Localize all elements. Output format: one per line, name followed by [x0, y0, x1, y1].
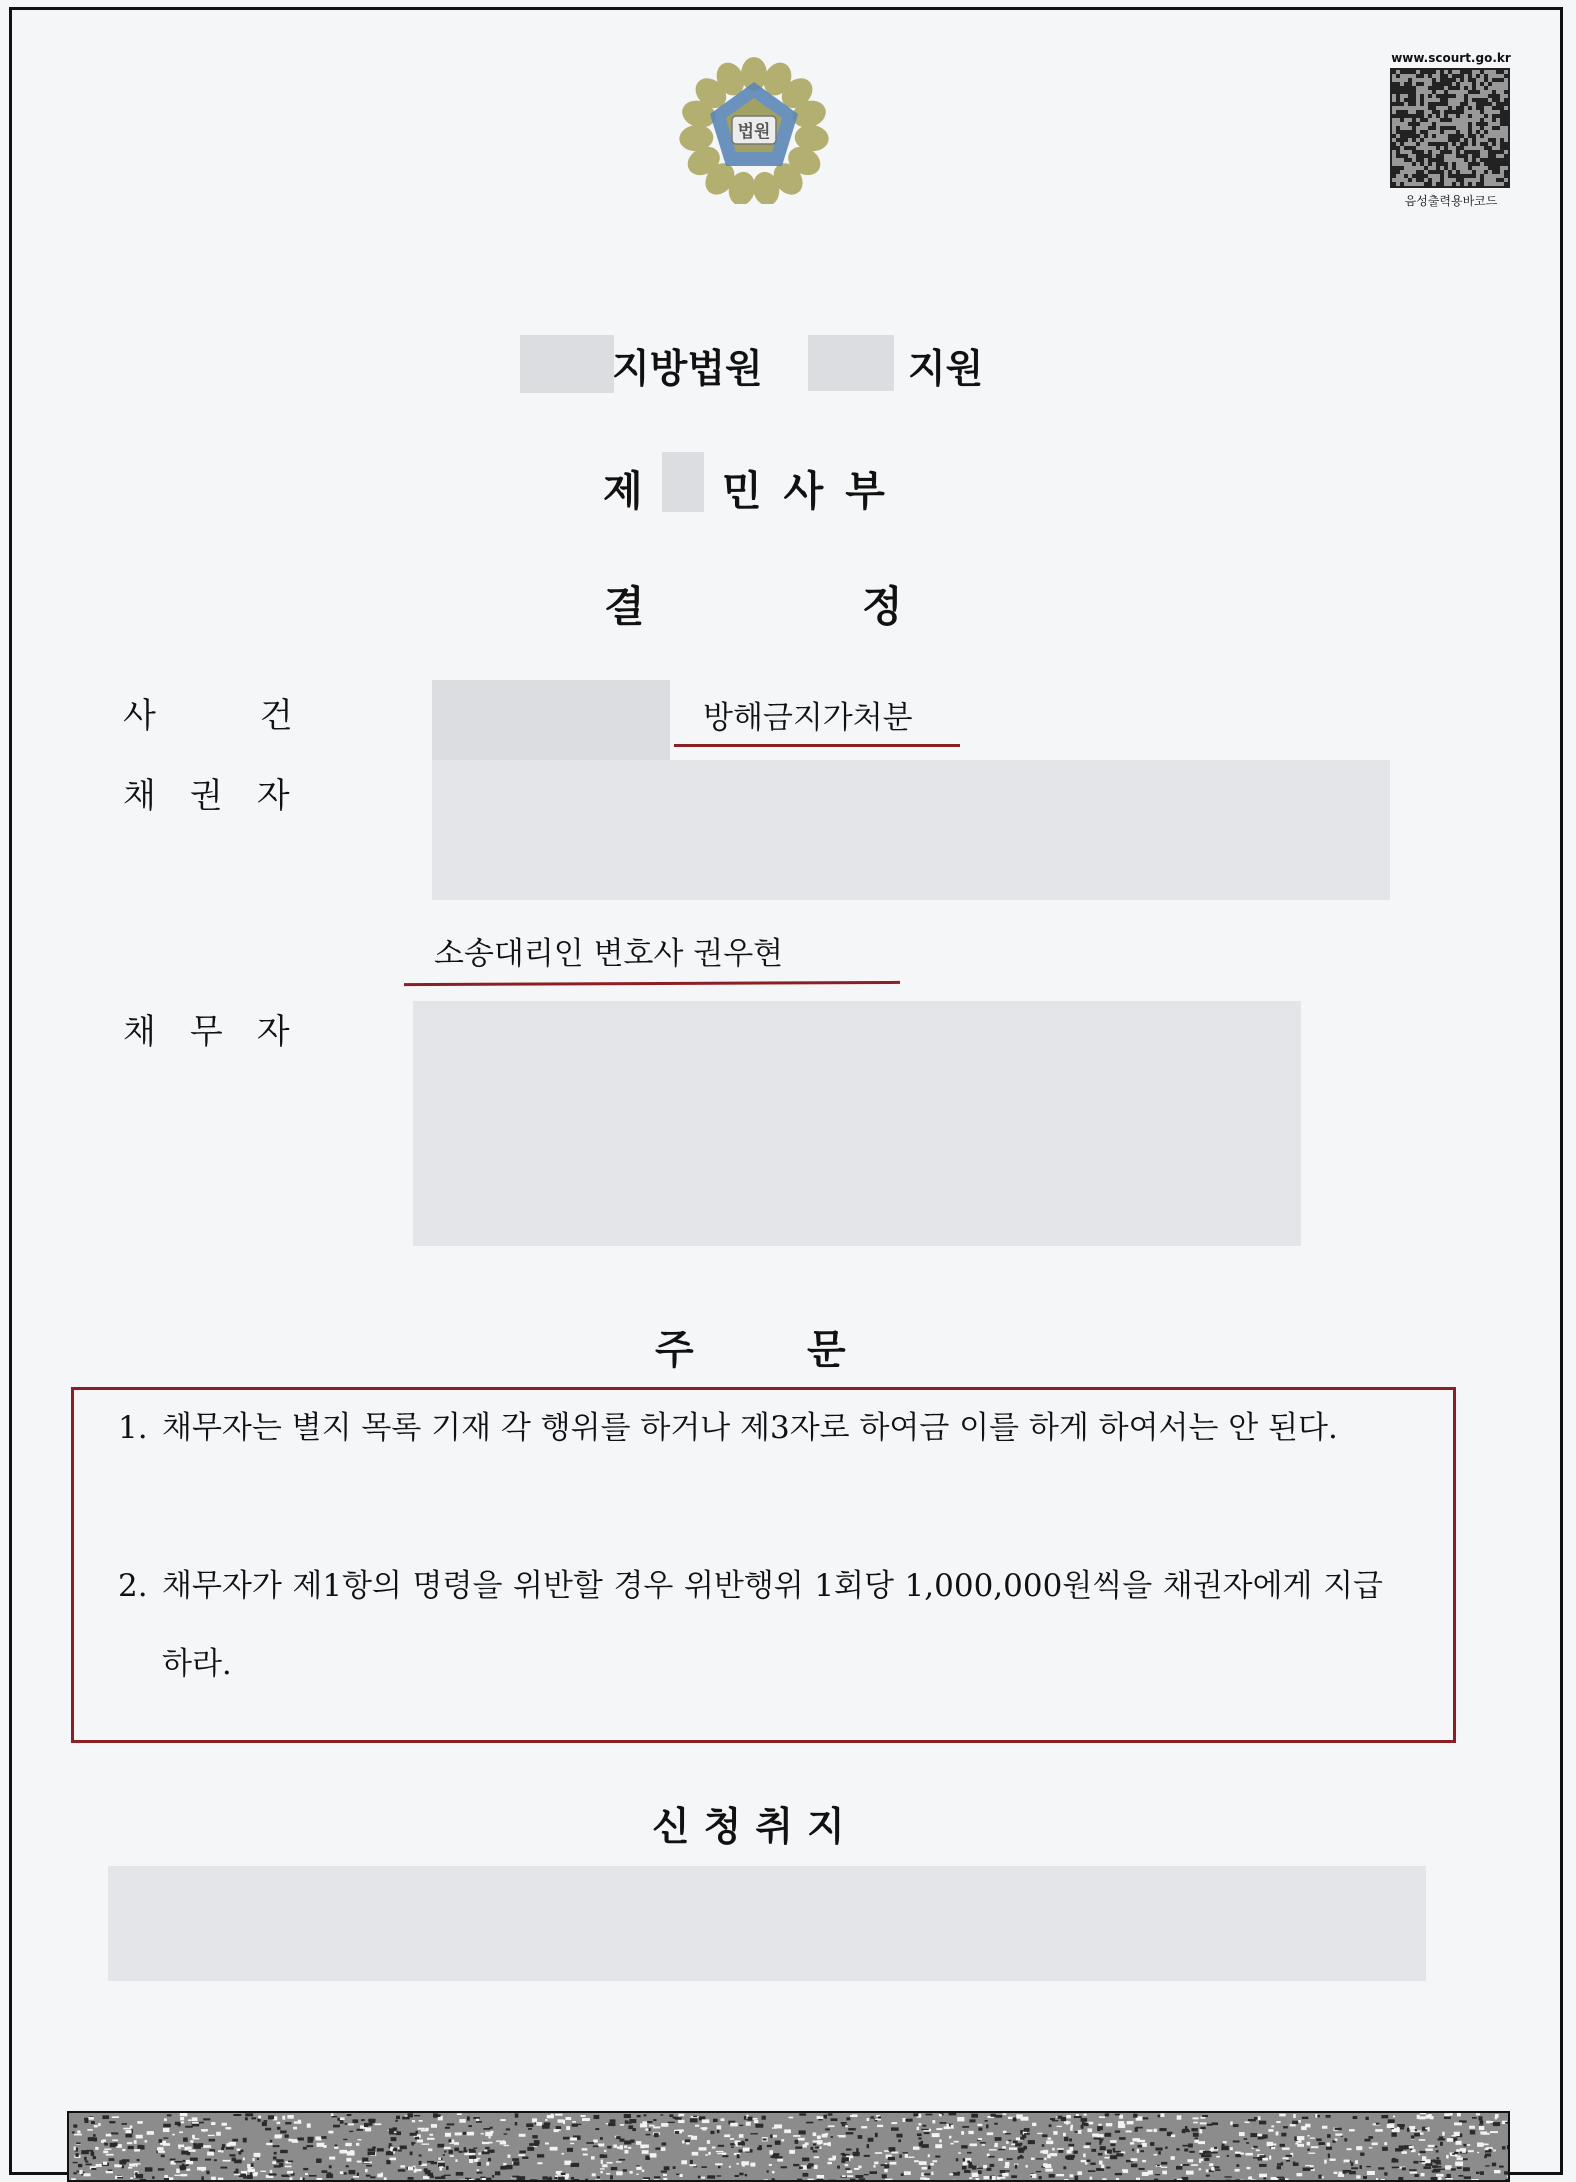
redaction — [520, 335, 614, 393]
redaction — [108, 1866, 1426, 1981]
order-heading-first: 주 — [655, 1327, 694, 1373]
redaction — [662, 452, 704, 512]
order-heading-second: 문 — [807, 1327, 846, 1373]
order-item-text: 채무자는 별지 목록 기재 각 행위를 하거나 제3자로 하여금 이를 하게 하여서는 안 된다. — [162, 1410, 1338, 1446]
seal-text: 법원 — [737, 122, 771, 142]
case-type: 방해금지가처분 — [703, 700, 913, 736]
creditor-agent: 소송대리인 변호사 권우현 — [434, 936, 784, 972]
redaction — [432, 760, 1390, 900]
redaction — [413, 1001, 1301, 1246]
court-name: 지방법원 — [612, 347, 763, 392]
court-branch: 지원 — [908, 347, 984, 392]
qr-url: www.scourt.go.kr — [1391, 51, 1511, 65]
order-item — [118, 1547, 1383, 1703]
order-item-text: 채무자가 제1항의 명령을 위반할 경우 위반행위 1회당 1,000,000원씩을 채권자에게 지급하라. — [162, 1568, 1383, 1682]
debtor-label: 채무자 — [123, 1012, 324, 1052]
order-item-number: 2. — [118, 1568, 148, 1604]
voice-output-barcode — [1390, 68, 1510, 188]
scan-noise-strip — [67, 2111, 1510, 2182]
document-title-second: 정 — [862, 582, 903, 631]
case-type-underline — [674, 744, 960, 747]
order-item-number: 1. — [118, 1410, 148, 1446]
case-label: 사건 — [123, 696, 397, 736]
document-title-first: 결 — [604, 582, 645, 631]
application-purpose-heading: 신청취지 — [652, 1805, 859, 1850]
qr-caption: 음성출력용바코드 — [1404, 194, 1498, 208]
department-name: 민사부 — [722, 467, 907, 515]
creditor-label: 채권자 — [123, 776, 324, 816]
redaction — [808, 335, 894, 391]
department-prefix: 제 — [603, 467, 643, 515]
order-item — [118, 1389, 1383, 1467]
court-seal-logo — [676, 54, 832, 204]
